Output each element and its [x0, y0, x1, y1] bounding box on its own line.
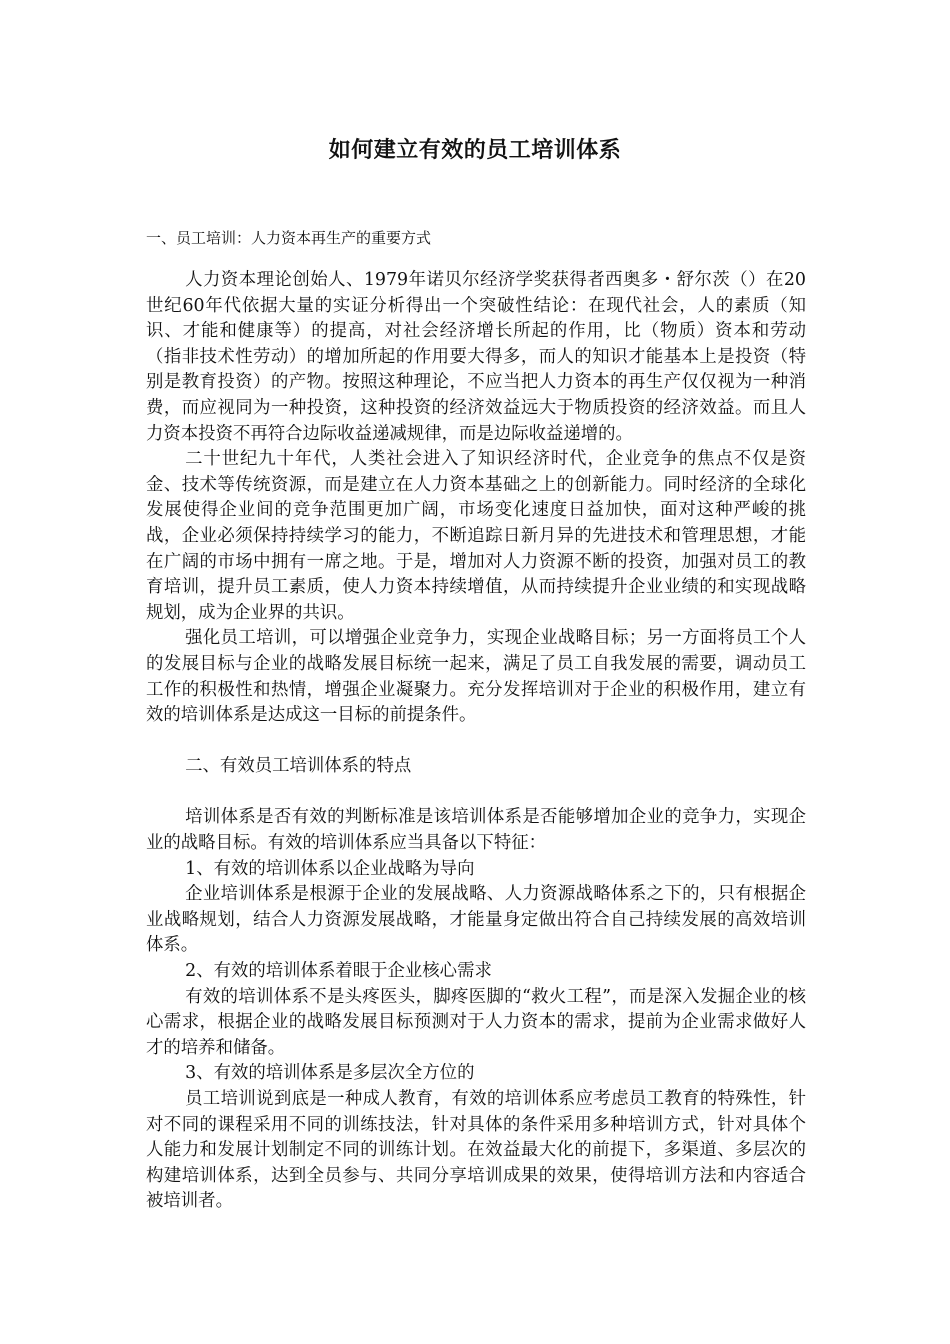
section-1-paragraph-3: 强化员工培训，可以增强企业竞争力，实现企业战略目标；另一方面将员工个人的发展目标与企业的战略发展目标统一起来，满足了员工自我发展的需要，调动员工工作的积极性和热情，增强企业凝聚力。充分发挥培训对于企业的积极作用，建立有效的培训体系是达成这一目标的前提条件。 [146, 628, 806, 726]
item-2-heading: 2、有效的培训体系着眼于企业核心需求 [185, 961, 492, 982]
section-2-intro: 培训体系是否有效的判断标准是该培训体系是否能够增加企业的竞争力，实现企业的战略目标。有效的培训体系应当具备以下特征： [146, 807, 806, 854]
item-2-text: 有效的培训体系不是头疼医头，脚疼医脚的“救火工程”，而是深入发掘企业的核心需求，根据企业的战略发展目标预测对于人力资本的需求，提前为企业需求做好人才的培养和储备。 [146, 986, 806, 1058]
item-3-text: 员工培训说到底是一种成人教育，有效的培训体系应考虑员工教育的特殊性，针对不同的课程采用不同的训练技法，针对具体的条件采用多种培训方式，针对具体个人能力和发展计划制定不同的训练计划。在效益最大化的前提下，多渠道、多层次的构建培训体系，达到全员参与、共同分享培训成果的效果，使得培训方法和内容适合被培训者。 [146, 1089, 806, 1212]
section-1-paragraph-2: 二十世纪九十年代，人类社会进入了知识经济时代，企业竞争的焦点不仅是资金、技术等传统资源，而是建立在人力资本基础之上的创新能力。同时经济的全球化发展使得企业间的竞争范围更加广阔，市场变化速度日益加快，面对这种严峻的挑战，企业必须保持持续学习的能力，不断追踪日新月异的先进技术和管理思想，才能在广阔的市场中拥有一席之地。于是，增加对人力资源不断的投资，加强对员工的教育培训，提升员工素质，使人力资本持续增值，从而持续提升企业业绩的和实现战略规划，成为企业界的共识。 [146, 449, 806, 623]
item-1-text: 企业培训体系是根源于企业的发展战略、人力资源战略体系之下的，只有根据企业战略规划，结合人力资源发展战略，才能量身定做出符合自己持续发展的高效培训体系。 [146, 884, 806, 956]
item-1-heading: 1、有效的培训体系以企业战略为导向 [185, 858, 475, 879]
spacer [146, 780, 806, 806]
item-3-heading: 3、有效的培训体系是多层次全方位的 [185, 1063, 475, 1084]
section-1-paragraph-1: 人力资本理论创始人、1979年诺贝尔经济学奖获得者西奥多・舒尔茨（）在20世纪60年代依据大量的实证分析得出一个突破性结论：在现代社会，人的素质（知识、才能和健康等）的提高，对社会经济增长所起的作用，比（物质）资本和劳动（指非技术性劳动）的增加所起的作用要大得多，而人的知识才能基本上是投资（特别是教育投资）的产物。按照这种理论，不应当把人力资本的再生产仅仅视为一种消费，而应视同为一种投资，这种投资的经济效益远大于物质投资的经济效益。而且人力资本投资不再符合边际收益递减规律，而是边际收益递增的。 [146, 270, 806, 444]
spacer [146, 729, 806, 755]
section-2-heading: 二、有效员工培训体系的特点 [185, 756, 412, 777]
document-title: 如何建立有效的员工培训体系 [328, 138, 622, 163]
document-body [146, 268, 806, 1215]
section-1-heading: 一、员工培训：人力资本再生产的重要方式 [146, 229, 432, 247]
